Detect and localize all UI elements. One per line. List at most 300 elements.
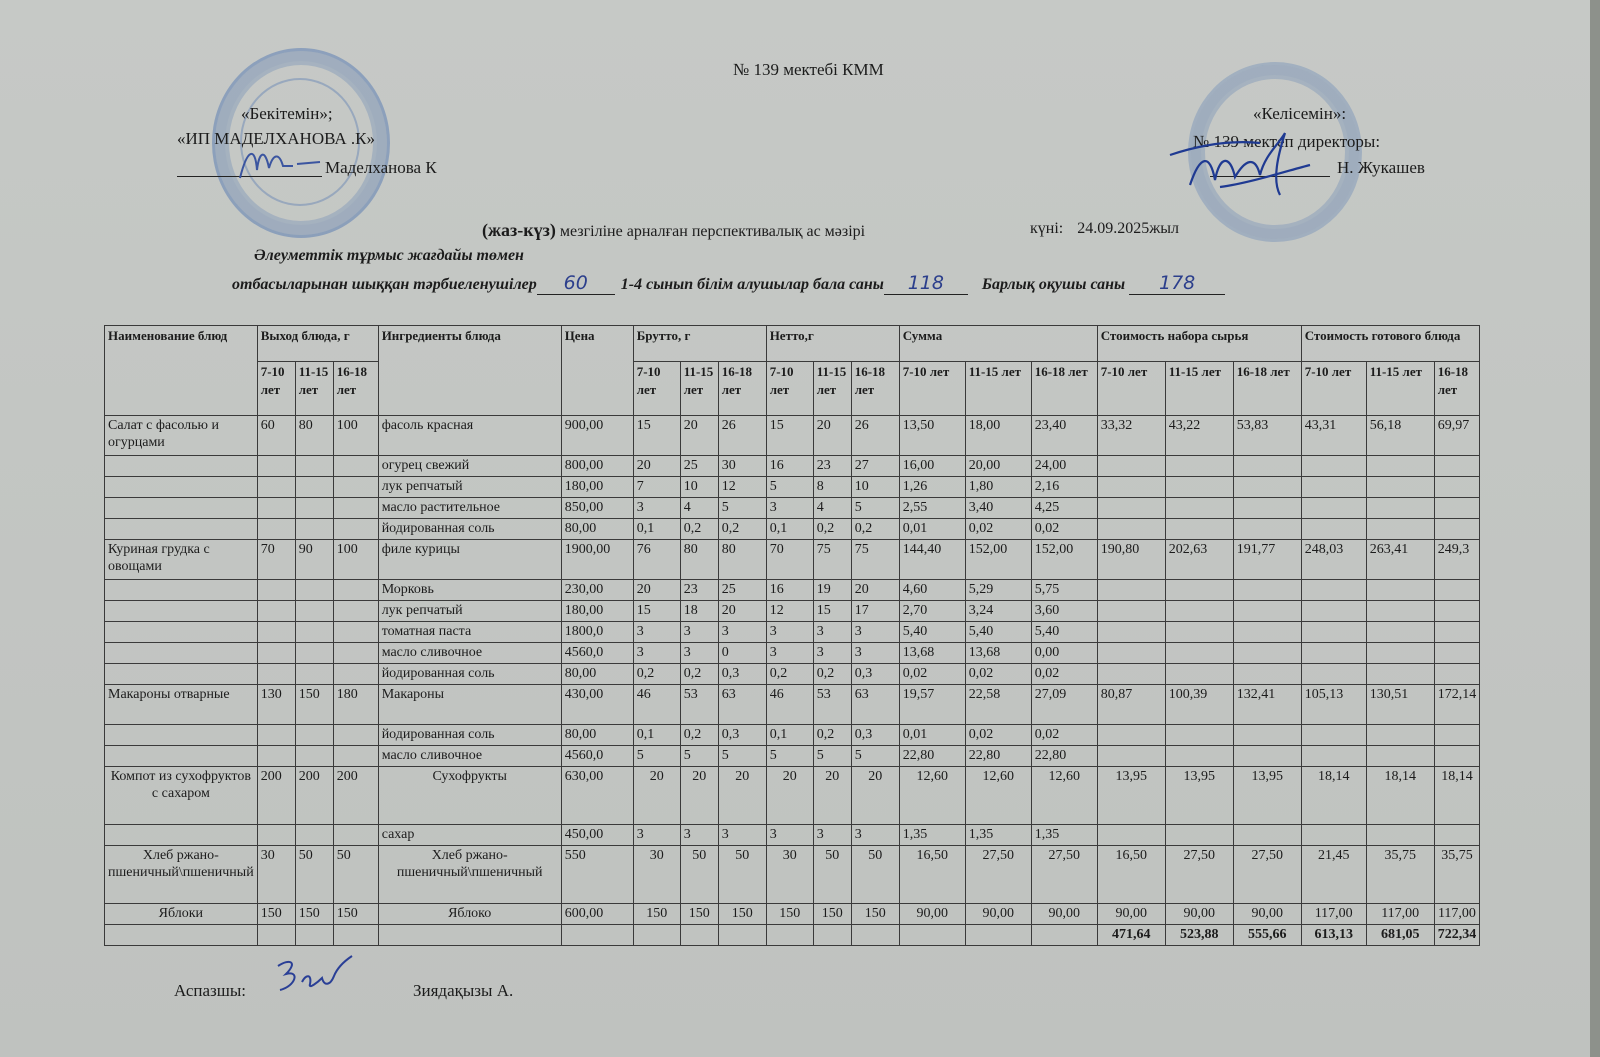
netto-value: 27 <box>851 456 899 477</box>
total-count-label: Барлық оқушы саны <box>981 276 1126 293</box>
output-value <box>257 746 295 767</box>
raw-value <box>1233 456 1301 477</box>
raw-value <box>1097 825 1165 846</box>
ingredient-name: йодированная соль <box>378 519 561 540</box>
brutto-value: 18 <box>680 601 718 622</box>
output-value: 200 <box>257 767 295 825</box>
brutto-value: 7 <box>633 477 680 498</box>
output-value <box>333 498 378 519</box>
dish-name <box>105 664 258 685</box>
cook-signature-icon <box>272 952 357 997</box>
output-value <box>257 456 295 477</box>
netto-value: 3 <box>813 643 851 664</box>
ready-value <box>1434 498 1480 519</box>
brutto-value: 20 <box>633 580 680 601</box>
menu-title-text: мезгіліне арналған перспективалық ас мәзірі <box>555 223 866 240</box>
brutto-value: 4 <box>680 498 718 519</box>
brutto-value: 3 <box>680 825 718 846</box>
cook-name: Зиядақызы А. <box>413 981 514 1000</box>
ready-value <box>1301 477 1366 498</box>
dish-name <box>105 601 258 622</box>
ingredient-name: масло растительное <box>378 498 561 519</box>
raw-value: 90,00 <box>1165 904 1233 925</box>
sum-value: 19,57 <box>899 685 965 725</box>
output-value: 150 <box>295 685 333 725</box>
output-value: 200 <box>295 767 333 825</box>
price-value: 1900,00 <box>561 540 633 580</box>
brutto-value: 3 <box>718 622 766 643</box>
ready-value <box>1434 746 1480 767</box>
raw-value <box>1097 664 1165 685</box>
brutto-value: 20 <box>680 416 718 456</box>
empty-cell <box>899 925 965 946</box>
brutto-value: 0,2 <box>718 519 766 540</box>
sum-value: 22,80 <box>1031 746 1097 767</box>
netto-value: 20 <box>813 416 851 456</box>
output-value: 180 <box>333 685 378 725</box>
netto-value: 5 <box>813 746 851 767</box>
ingredient-name: фасоль красная <box>378 416 561 456</box>
output-value <box>333 622 378 643</box>
output-value <box>295 580 333 601</box>
output-value: 100 <box>333 540 378 580</box>
ingredient-name: сахар <box>378 825 561 846</box>
raw-value <box>1097 725 1165 746</box>
netto-value: 75 <box>813 540 851 580</box>
output-value: 70 <box>257 540 295 580</box>
output-value <box>257 519 295 540</box>
header-raw-cost: Стоимость набора сырья <box>1097 326 1301 362</box>
netto-value: 46 <box>766 685 813 725</box>
header-dish: Наименование блюд <box>105 326 258 416</box>
sum-value: 22,58 <box>965 685 1031 725</box>
raw-value <box>1097 643 1165 664</box>
raw-value <box>1165 622 1233 643</box>
netto-value: 8 <box>813 477 851 498</box>
age-header-sum-0: 7-10 лет <box>899 362 965 416</box>
brutto-value: 0,3 <box>718 725 766 746</box>
counts-line1: Әлеуметтік тұрмыс жағдайы төмен <box>254 247 524 264</box>
output-value: 50 <box>333 846 378 904</box>
netto-value: 5 <box>851 498 899 519</box>
date-label: күні: <box>1030 220 1064 237</box>
netto-value: 50 <box>813 846 851 904</box>
ready-value <box>1366 725 1434 746</box>
sum-value: 27,09 <box>1031 685 1097 725</box>
brutto-value: 150 <box>718 904 766 925</box>
sum-value: 27,50 <box>1031 846 1097 904</box>
output-value: 150 <box>257 904 295 925</box>
table-row <box>105 746 1480 767</box>
output-value <box>257 498 295 519</box>
empty-cell <box>257 925 295 946</box>
netto-value: 0,2 <box>813 725 851 746</box>
price-value: 450,00 <box>561 825 633 846</box>
counts-line2 <box>232 272 1225 295</box>
netto-value: 20 <box>851 767 899 825</box>
netto-value: 3 <box>766 643 813 664</box>
netto-value: 15 <box>813 601 851 622</box>
raw-value: 190,80 <box>1097 540 1165 580</box>
output-value <box>257 622 295 643</box>
brutto-value: 3 <box>633 643 680 664</box>
page-edge <box>1590 0 1600 1057</box>
dish-name: Яблоки <box>105 904 258 925</box>
raw-value: 202,63 <box>1165 540 1233 580</box>
header-ready-cost: Стоимость готового блюда <box>1301 326 1480 362</box>
raw-value: 33,32 <box>1097 416 1165 456</box>
ready-value <box>1366 622 1434 643</box>
ready-value <box>1366 601 1434 622</box>
output-value <box>257 725 295 746</box>
netto-value: 5 <box>766 477 813 498</box>
ready-value <box>1366 643 1434 664</box>
netto-value: 150 <box>766 904 813 925</box>
ready-value <box>1301 519 1366 540</box>
raw-value: 13,95 <box>1165 767 1233 825</box>
age-header-sum-1: 11-15 лет <box>965 362 1031 416</box>
ready-value <box>1301 825 1366 846</box>
raw-value <box>1233 519 1301 540</box>
empty-cell <box>718 925 766 946</box>
ready-value: 18,14 <box>1434 767 1480 825</box>
dish-name: Куриная грудка с овощами <box>105 540 258 580</box>
ingredient-name: Хлеб ржано-пшеничный\пшеничный <box>378 846 561 904</box>
dish-name <box>105 643 258 664</box>
netto-value: 15 <box>766 416 813 456</box>
raw-value <box>1165 643 1233 664</box>
ready-value <box>1434 477 1480 498</box>
netto-value: 23 <box>813 456 851 477</box>
ready-value <box>1434 456 1480 477</box>
output-value <box>257 643 295 664</box>
price-value: 900,00 <box>561 416 633 456</box>
ingredient-name: Морковь <box>378 580 561 601</box>
output-value <box>257 580 295 601</box>
dish-name <box>105 456 258 477</box>
total-ready-value: 613,13 <box>1301 925 1366 946</box>
sum-value: 5,40 <box>965 622 1031 643</box>
netto-value: 3 <box>813 825 851 846</box>
sum-value: 24,00 <box>1031 456 1097 477</box>
ready-value <box>1301 622 1366 643</box>
sum-value: 12,60 <box>965 767 1031 825</box>
ready-value <box>1366 825 1434 846</box>
ingredient-name: лук репчатый <box>378 477 561 498</box>
output-value: 30 <box>257 846 295 904</box>
netto-value: 70 <box>766 540 813 580</box>
netto-value: 0,3 <box>851 664 899 685</box>
output-value <box>333 725 378 746</box>
raw-value: 100,39 <box>1165 685 1233 725</box>
grade-count-label: 1-4 сынып білім алушылар бала саны <box>620 276 884 293</box>
age-header-ready-0: 7-10 лет <box>1301 362 1366 416</box>
brutto-value: 30 <box>633 846 680 904</box>
price-value: 180,00 <box>561 477 633 498</box>
sum-value: 152,00 <box>1031 540 1097 580</box>
header-netto: Нетто,г <box>766 326 899 362</box>
ready-value <box>1366 519 1434 540</box>
sum-value: 13,68 <box>965 643 1031 664</box>
ready-value <box>1366 580 1434 601</box>
raw-value: 43,22 <box>1165 416 1233 456</box>
menu-table <box>104 325 1480 946</box>
dish-name: Макароны отварные <box>105 685 258 725</box>
empty-cell <box>105 925 258 946</box>
empty-cell <box>561 925 633 946</box>
ready-value: 105,13 <box>1301 685 1366 725</box>
table-row <box>105 904 1480 925</box>
raw-value <box>1165 601 1233 622</box>
output-value <box>295 519 333 540</box>
brutto-value: 0,2 <box>680 725 718 746</box>
output-value <box>333 601 378 622</box>
netto-value: 30 <box>766 846 813 904</box>
ready-value <box>1366 746 1434 767</box>
raw-value <box>1233 498 1301 519</box>
netto-value: 12 <box>766 601 813 622</box>
ready-value: 35,75 <box>1366 846 1434 904</box>
approve-org: «ИП МАДЕЛХАНОВА .К» <box>177 129 375 148</box>
netto-value: 0,2 <box>851 519 899 540</box>
age-header-out-1: 11-15 лет <box>295 362 333 416</box>
netto-value: 17 <box>851 601 899 622</box>
sum-value: 4,60 <box>899 580 965 601</box>
age-header-raw-2: 16-18 лет <box>1233 362 1301 416</box>
brutto-value: 5 <box>718 746 766 767</box>
price-value: 80,00 <box>561 519 633 540</box>
raw-value <box>1097 601 1165 622</box>
ready-value <box>1366 498 1434 519</box>
raw-value: 27,50 <box>1233 846 1301 904</box>
sum-value: 3,24 <box>965 601 1031 622</box>
age-header-out-2: 16-18 лет <box>333 362 378 416</box>
table-row <box>105 456 1480 477</box>
brutto-value: 150 <box>633 904 680 925</box>
ready-value <box>1301 643 1366 664</box>
netto-value: 3 <box>851 643 899 664</box>
age-header-raw-1: 11-15 лет <box>1165 362 1233 416</box>
brutto-value: 30 <box>718 456 766 477</box>
price-value: 550 <box>561 846 633 904</box>
totals-row <box>105 925 1480 946</box>
dish-name <box>105 825 258 846</box>
netto-value: 0,2 <box>813 519 851 540</box>
ingredient-name: масло сливочное <box>378 746 561 767</box>
sum-value: 90,00 <box>899 904 965 925</box>
ready-value: 18,14 <box>1301 767 1366 825</box>
output-value: 50 <box>295 846 333 904</box>
ready-value <box>1434 825 1480 846</box>
brutto-value: 3 <box>680 622 718 643</box>
dish-name <box>105 580 258 601</box>
sum-value: 20,00 <box>965 456 1031 477</box>
table-row <box>105 767 1480 825</box>
output-value <box>295 825 333 846</box>
brutto-value: 25 <box>718 580 766 601</box>
agree-signature-icon <box>1160 125 1340 205</box>
netto-value: 75 <box>851 540 899 580</box>
netto-value: 150 <box>813 904 851 925</box>
netto-value: 3 <box>766 498 813 519</box>
output-value <box>295 725 333 746</box>
raw-value <box>1165 580 1233 601</box>
brutto-value: 46 <box>633 685 680 725</box>
age-header-sum-2: 16-18 лет <box>1031 362 1097 416</box>
sum-value: 0,02 <box>965 725 1031 746</box>
ingredient-name: лук репчатый <box>378 601 561 622</box>
ready-value <box>1366 477 1434 498</box>
netto-value: 63 <box>851 685 899 725</box>
ready-value <box>1301 725 1366 746</box>
netto-value: 0,2 <box>813 664 851 685</box>
ingredient-name: Сухофрукты <box>378 767 561 825</box>
output-value <box>257 664 295 685</box>
sum-value: 2,70 <box>899 601 965 622</box>
sum-value: 22,80 <box>899 746 965 767</box>
brutto-value: 0,2 <box>680 519 718 540</box>
brutto-value: 0,3 <box>718 664 766 685</box>
sum-value: 152,00 <box>965 540 1031 580</box>
sum-value: 0,02 <box>965 519 1031 540</box>
empty-cell <box>378 925 561 946</box>
sum-value: 0,01 <box>899 519 965 540</box>
ready-value: 43,31 <box>1301 416 1366 456</box>
netto-value: 20 <box>813 767 851 825</box>
output-value <box>333 643 378 664</box>
age-header-brutto-1: 11-15 лет <box>680 362 718 416</box>
ingredient-name: Яблоко <box>378 904 561 925</box>
brutto-value: 150 <box>680 904 718 925</box>
ready-value: 263,41 <box>1366 540 1434 580</box>
sum-value: 0,02 <box>899 664 965 685</box>
netto-value: 3 <box>813 622 851 643</box>
ready-value <box>1434 519 1480 540</box>
output-value <box>333 456 378 477</box>
output-value <box>333 746 378 767</box>
total-raw-value: 523,88 <box>1165 925 1233 946</box>
ready-value: 172,14 <box>1434 685 1480 725</box>
ready-value: 56,18 <box>1366 416 1434 456</box>
sum-value: 90,00 <box>965 904 1031 925</box>
raw-value <box>1097 498 1165 519</box>
low-income-value: 60 <box>537 272 615 295</box>
sum-value: 3,40 <box>965 498 1031 519</box>
brutto-value: 53 <box>680 685 718 725</box>
raw-value <box>1233 725 1301 746</box>
sum-value: 0,02 <box>965 664 1031 685</box>
menu-title <box>482 220 865 241</box>
age-header-brutto-0: 7-10 лет <box>633 362 680 416</box>
price-value: 80,00 <box>561 725 633 746</box>
total-ready-value: 681,05 <box>1366 925 1434 946</box>
price-value: 800,00 <box>561 456 633 477</box>
ready-value <box>1366 664 1434 685</box>
output-value <box>295 622 333 643</box>
dish-name <box>105 746 258 767</box>
brutto-value: 76 <box>633 540 680 580</box>
output-value: 80 <box>295 416 333 456</box>
total-ready-value: 722,34 <box>1434 925 1480 946</box>
output-value: 150 <box>295 904 333 925</box>
sum-value: 1,35 <box>899 825 965 846</box>
sum-value: 0,02 <box>1031 519 1097 540</box>
brutto-value: 5 <box>633 746 680 767</box>
ready-value <box>1434 664 1480 685</box>
sum-value: 0,02 <box>1031 725 1097 746</box>
ready-value <box>1301 580 1366 601</box>
brutto-value: 80 <box>718 540 766 580</box>
ingredient-name: масло сливочное <box>378 643 561 664</box>
netto-value: 20 <box>766 767 813 825</box>
approve-signatory: Маделханова К <box>325 158 437 177</box>
output-value <box>295 746 333 767</box>
netto-value: 50 <box>851 846 899 904</box>
table-row <box>105 580 1480 601</box>
header-output: Выход блюда, г <box>257 326 378 362</box>
sum-value: 27,50 <box>965 846 1031 904</box>
brutto-value: 20 <box>633 767 680 825</box>
cook-label: Аспазшы: <box>174 981 246 1000</box>
netto-value: 10 <box>851 477 899 498</box>
output-value: 100 <box>333 416 378 456</box>
raw-value <box>1165 519 1233 540</box>
ready-value <box>1301 746 1366 767</box>
date-value: 24.09.2025жыл <box>1077 220 1180 237</box>
output-value <box>295 498 333 519</box>
sum-value: 23,40 <box>1031 416 1097 456</box>
output-value <box>333 477 378 498</box>
sum-value: 90,00 <box>1031 904 1097 925</box>
brutto-value: 26 <box>718 416 766 456</box>
agree-label: «Келісемін»: <box>1253 104 1347 123</box>
table-row <box>105 685 1480 725</box>
ready-value <box>1434 725 1480 746</box>
raw-value <box>1233 601 1301 622</box>
netto-value: 150 <box>851 904 899 925</box>
brutto-value: 20 <box>718 767 766 825</box>
sum-value: 5,75 <box>1031 580 1097 601</box>
sum-value: 13,68 <box>899 643 965 664</box>
price-value: 600,00 <box>561 904 633 925</box>
ingredient-name: томатная паста <box>378 622 561 643</box>
table-row <box>105 825 1480 846</box>
sum-value: 5,40 <box>899 622 965 643</box>
ready-value <box>1434 580 1480 601</box>
brutto-value: 15 <box>633 416 680 456</box>
age-header-ready-2: 16-18 лет <box>1434 362 1480 416</box>
empty-cell <box>965 925 1031 946</box>
raw-value <box>1165 456 1233 477</box>
menu-table-body <box>105 416 1480 946</box>
sum-value: 2,16 <box>1031 477 1097 498</box>
total-raw-value: 555,66 <box>1233 925 1301 946</box>
raw-value: 80,87 <box>1097 685 1165 725</box>
netto-value: 0,1 <box>766 519 813 540</box>
ready-value <box>1366 456 1434 477</box>
sum-value: 5,40 <box>1031 622 1097 643</box>
output-value <box>295 643 333 664</box>
dish-name <box>105 622 258 643</box>
price-value: 1800,0 <box>561 622 633 643</box>
raw-value: 16,50 <box>1097 846 1165 904</box>
dish-name: Салат с фасолью и огурцами <box>105 416 258 456</box>
netto-value: 20 <box>851 580 899 601</box>
dish-name: Компот из сухофруктов с сахаром <box>105 767 258 825</box>
output-value <box>295 456 333 477</box>
age-header-brutto-2: 16-18 лет <box>718 362 766 416</box>
raw-value: 13,95 <box>1097 767 1165 825</box>
